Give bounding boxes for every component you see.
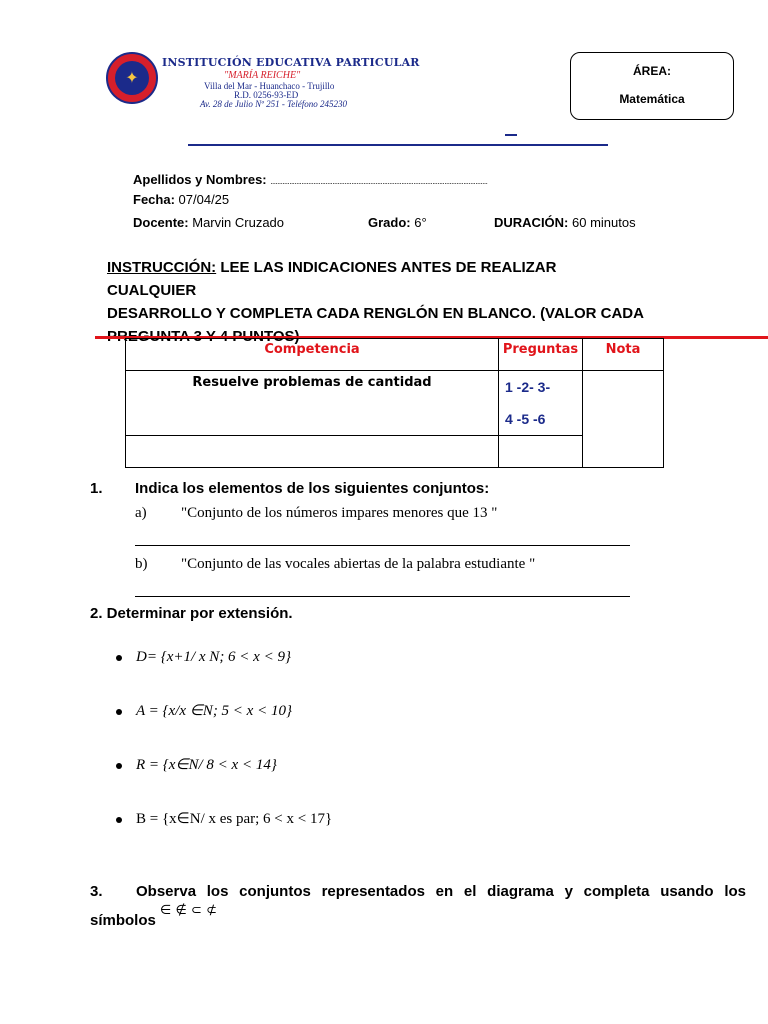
duration-row (494, 215, 636, 230)
instruction-block (107, 256, 647, 348)
title-dash (505, 134, 517, 136)
teacher-value: Marvin Cruzado (192, 215, 285, 230)
bullet-icon (116, 763, 122, 769)
q2-item-r: R = {x∈N/ 8 < x < 14} (116, 755, 277, 774)
school-rd: R.D. 0256-93-ED (234, 90, 299, 100)
header-nota: Nota (583, 339, 664, 371)
empty-cell-2 (499, 436, 583, 468)
q3-number: 3. (90, 883, 103, 900)
school-address: Villa del Mar - Huanchaco - Trujillo (204, 81, 335, 91)
competencia-cell: Resuelve problemas de cantidad (126, 371, 499, 436)
instruction-line1: LEE LAS INDICACIONES ANTES DE REALIZAR CUALQUIER (107, 259, 557, 299)
q2-title: 2. Determinar por extensión. (90, 605, 293, 622)
q2-item-b: B = {x∈N/ x es par; 6 < x < 17} (116, 809, 332, 828)
bullet-icon (116, 709, 122, 715)
date-value: 07/04/25 (178, 192, 230, 207)
bullet-icon (116, 655, 122, 661)
q2-item-a: A = {x/x ∈N; 5 < x < 10} (116, 701, 292, 720)
area-value: Matemática (619, 92, 685, 106)
area-box (570, 52, 734, 120)
grade-row (368, 215, 427, 230)
instruction-line2: DESARROLLO Y COMPLETA CADA RENGLÓN EN BLANCO. (VALOR CADA (107, 305, 644, 322)
date-row (133, 192, 229, 207)
teacher-row (133, 215, 284, 230)
q1-a-label: a) (135, 505, 147, 521)
nota-cell[interactable] (583, 371, 664, 468)
name-label: Apellidos y Nombres: (133, 172, 267, 187)
school-logo (106, 52, 158, 104)
q1-title: Indica los elementos de los siguientes conjuntos: (135, 480, 490, 497)
q3-symbols: ∈ ∉ ⊂ ⊄ (160, 903, 217, 918)
header-competencia: Competencia (126, 339, 499, 371)
q3-title-line2: símbolos (90, 912, 156, 929)
instruction-label: INSTRUCCIÓN: (107, 259, 217, 276)
q1-b-answer-line[interactable] (135, 596, 630, 597)
q1-number: 1. (90, 480, 103, 497)
q3-title-line1: Observa los conjuntos representados en el diagrama y completa usando los (136, 883, 746, 900)
q1-b-text: "Conjunto de las vocales abiertas de la palabra estudiante " (181, 556, 536, 572)
school-street: Av. 28 de Julio Nº 251 - Teléfono 245230 (200, 99, 348, 109)
header-preguntas: Preguntas (499, 339, 583, 371)
name-row (133, 172, 487, 187)
q1-a-text: "Conjunto de los números impares menores que 13 " (181, 505, 498, 521)
q2-item-d: D= {x+1/ x N; 6 < x < 9} (116, 649, 291, 666)
teacher-label: Docente: (133, 215, 189, 230)
empty-cell-1 (126, 436, 499, 468)
duration-label: DURACIÓN: (494, 215, 569, 230)
grade-label: Grado: (368, 215, 411, 230)
title-line (188, 144, 608, 146)
q1-a-answer-line[interactable] (135, 545, 630, 546)
name-field[interactable]: .............................................................................................................................. (270, 177, 488, 186)
school-subname: "MARÍA REICHE" (224, 70, 301, 81)
preguntas-cell: 1 -2- 3- 4 -5 -6 (499, 371, 583, 436)
bullet-icon (116, 817, 122, 823)
q1-b-label: b) (135, 556, 148, 572)
competency-table (125, 338, 664, 468)
duration-value: 60 minutos (572, 215, 636, 230)
crest-icon: ✦ (115, 61, 149, 95)
grade-value: 6° (414, 215, 427, 230)
area-label: ÁREA: (633, 64, 671, 78)
school-name: INSTITUCIÓN EDUCATIVA PARTICULAR (162, 56, 420, 69)
date-label: Fecha: (133, 192, 175, 207)
